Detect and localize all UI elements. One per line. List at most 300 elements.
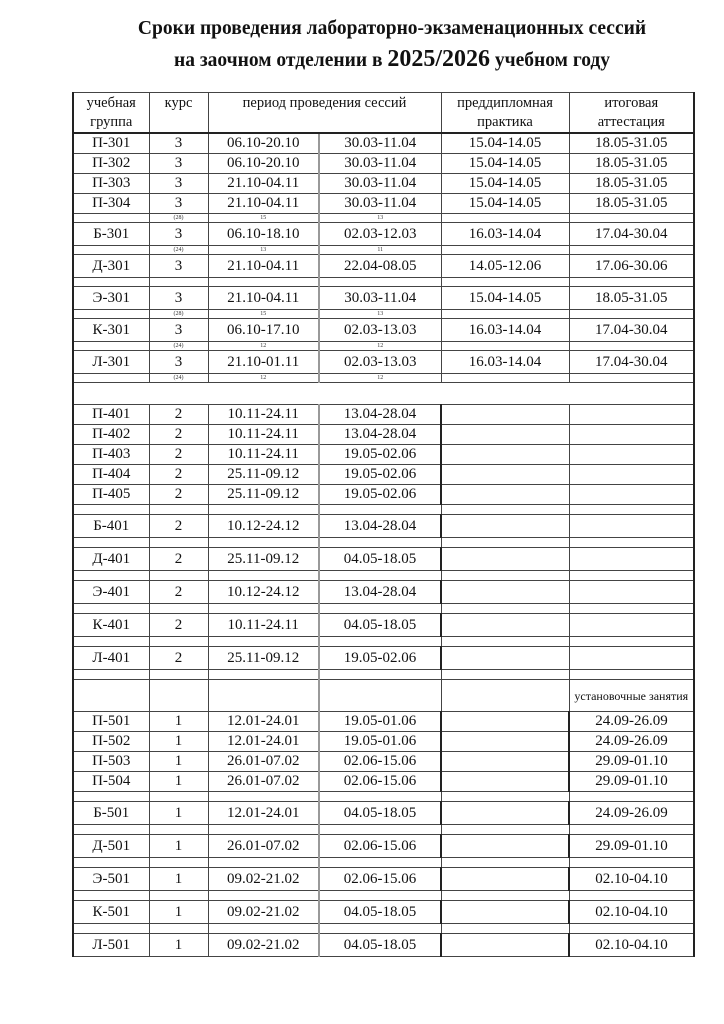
group-cell: П-404: [73, 465, 149, 485]
session2-cell: 13.04-28.04: [319, 515, 441, 538]
course-cell: 3: [149, 223, 208, 246]
session2-cell: 22.04-08.05: [319, 255, 441, 278]
course-cell: 1: [149, 732, 208, 752]
group-cell: П-501: [73, 712, 149, 732]
hours-note-session1: [208, 858, 319, 868]
header-practice: преддипломная практика: [441, 93, 569, 134]
course-cell: 3: [149, 154, 208, 174]
setup-cell: 24.09-26.09: [569, 802, 694, 825]
practice-cell: 15.04-14.05: [441, 133, 569, 154]
spacer-cell: [441, 310, 569, 319]
spacer-cell: [569, 924, 694, 934]
course-cell: 3: [149, 174, 208, 194]
table-row: [73, 485, 694, 505]
setup-cell: 24.09-26.09: [569, 712, 694, 732]
spacer-cell: [441, 891, 569, 901]
empty-cell: [208, 680, 319, 712]
table-row: [73, 319, 694, 342]
hours-note-session1: [208, 278, 319, 287]
academic-year: 2025/2026: [387, 46, 491, 72]
group-cell: К-301: [73, 319, 149, 342]
hours-note-session1: [208, 825, 319, 835]
group-cell: Д-301: [73, 255, 149, 278]
spacer-row: [73, 858, 694, 868]
practice-cell: [441, 445, 569, 465]
attestation-cell: 18.05-31.05: [569, 174, 694, 194]
attestation-cell: 18.05-31.05: [569, 133, 694, 154]
hours-note-session2: 13: [319, 310, 441, 319]
practice-cell: [441, 772, 569, 792]
session2-cell: 19.05-01.06: [319, 732, 441, 752]
practice-cell: [441, 802, 569, 825]
session1-cell: 21.10-01.11: [208, 351, 319, 374]
hours-note-course: (24): [149, 374, 208, 383]
hours-note-session1: 12: [208, 374, 319, 383]
attestation-cell: [569, 614, 694, 637]
course-cell: 2: [149, 515, 208, 538]
table-row: [73, 548, 694, 571]
practice-cell: [441, 581, 569, 604]
table-row: [73, 835, 694, 858]
session1-cell: 12.01-24.01: [208, 802, 319, 825]
hours-note-course: (28): [149, 214, 208, 223]
setup-cell: 29.09-01.10: [569, 835, 694, 858]
session2-cell: 30.03-11.04: [319, 133, 441, 154]
session1-cell: 26.01-07.02: [208, 772, 319, 792]
table-row: [73, 934, 694, 957]
attestation-cell: [569, 405, 694, 425]
hours-note-course: [149, 891, 208, 901]
table-row: [73, 194, 694, 214]
spacer-cell: [73, 374, 149, 383]
session2-cell: 30.03-11.04: [319, 154, 441, 174]
spacer-cell: [441, 214, 569, 223]
spacer-cell: [73, 792, 149, 802]
hours-note-session1: 15: [208, 310, 319, 319]
session1-cell: 06.10-20.10: [208, 154, 319, 174]
practice-cell: [441, 425, 569, 445]
hours-note-session2: [319, 538, 441, 548]
hours-note-course: [149, 825, 208, 835]
spacer-cell: [441, 342, 569, 351]
session1-cell: 09.02-21.02: [208, 934, 319, 957]
group-cell: П-403: [73, 445, 149, 465]
table-row: [73, 515, 694, 538]
setup-cell: 24.09-26.09: [569, 732, 694, 752]
title-prefix: на заочном отделении в: [173, 50, 383, 71]
session2-cell: 13.04-28.04: [319, 581, 441, 604]
empty-cell: [73, 680, 149, 712]
practice-cell: [441, 934, 569, 957]
course-cell: 3: [149, 194, 208, 214]
hours-note-session1: [208, 924, 319, 934]
attestation-cell: 18.05-31.05: [569, 154, 694, 174]
session1-cell: 25.11-09.12: [208, 548, 319, 571]
spacer-row: [73, 792, 694, 802]
session1-cell: 26.01-07.02: [208, 835, 319, 858]
course-cell: 3: [149, 287, 208, 310]
empty-cell: [441, 680, 569, 712]
attestation-cell: [569, 465, 694, 485]
setup-cell: 02.10-04.10: [569, 901, 694, 924]
hours-note-session2: 13: [319, 214, 441, 223]
spacer-cell: [73, 214, 149, 223]
table-row: [73, 581, 694, 604]
group-cell: Л-501: [73, 934, 149, 957]
attestation-cell: [569, 485, 694, 505]
hours-note-session1: [208, 670, 319, 680]
hours-note-session1: 15: [208, 214, 319, 223]
practice-cell: [441, 732, 569, 752]
spacer-row: [73, 342, 694, 351]
group-cell: П-502: [73, 732, 149, 752]
practice-cell: 16.03-14.04: [441, 223, 569, 246]
setup-cell: 29.09-01.10: [569, 752, 694, 772]
session1-cell: 25.11-09.12: [208, 485, 319, 505]
course-cell: 2: [149, 465, 208, 485]
empty-cell: [319, 680, 441, 712]
attestation-cell: 18.05-31.05: [569, 194, 694, 214]
table-row: [73, 174, 694, 194]
spacer-row: [73, 278, 694, 287]
course-cell: 1: [149, 901, 208, 924]
spacer-cell: [73, 604, 149, 614]
spacer-row: [73, 891, 694, 901]
spacer-cell: [569, 825, 694, 835]
hours-note-session2: [319, 858, 441, 868]
spacer-cell: [73, 246, 149, 255]
course-cell: 1: [149, 752, 208, 772]
hours-note-course: [149, 505, 208, 515]
hours-note-session2: [319, 792, 441, 802]
group-cell: Э-401: [73, 581, 149, 604]
session1-cell: 10.11-24.11: [208, 425, 319, 445]
spacer-cell: [441, 278, 569, 287]
hours-note-session2: 12: [319, 342, 441, 351]
hours-note-course: [149, 604, 208, 614]
spacer-row: [73, 571, 694, 581]
course-cell: 2: [149, 485, 208, 505]
hours-note-course: [149, 670, 208, 680]
practice-cell: [441, 647, 569, 670]
session1-cell: 26.01-07.02: [208, 752, 319, 772]
spacer-row: [73, 637, 694, 647]
table-row: [73, 154, 694, 174]
hours-note-session1: [208, 571, 319, 581]
course-cell: 2: [149, 548, 208, 571]
practice-cell: [441, 835, 569, 858]
course-cell: 1: [149, 712, 208, 732]
course-cell: 2: [149, 647, 208, 670]
session2-cell: 02.06-15.06: [319, 868, 441, 891]
spacer-cell: [441, 924, 569, 934]
group-cell: Д-401: [73, 548, 149, 571]
hours-note-course: [149, 637, 208, 647]
attestation-cell: 17.04-30.04: [569, 351, 694, 374]
course-cell: 3: [149, 133, 208, 154]
spacer-cell: [73, 858, 149, 868]
hours-note-course: [149, 538, 208, 548]
group-cell: П-504: [73, 772, 149, 792]
hours-note-session2: [319, 505, 441, 515]
table-row: [73, 255, 694, 278]
session2-cell: 30.03-11.04: [319, 174, 441, 194]
table-row: [73, 465, 694, 485]
attestation-cell: [569, 548, 694, 571]
course-cell: 2: [149, 581, 208, 604]
hours-note-course: (24): [149, 342, 208, 351]
spacer-cell: [441, 670, 569, 680]
spacer-cell: [569, 891, 694, 901]
session1-cell: 21.10-04.11: [208, 255, 319, 278]
hours-note-session2: [319, 278, 441, 287]
hours-note-course: [149, 924, 208, 934]
setup-cell: 29.09-01.10: [569, 772, 694, 792]
header-course: курс: [149, 93, 208, 134]
group-cell: П-402: [73, 425, 149, 445]
hours-note-session1: [208, 792, 319, 802]
course-cell: 1: [149, 835, 208, 858]
table-row: [73, 772, 694, 792]
session2-cell: 02.03-12.03: [319, 223, 441, 246]
hours-note-session2: 12: [319, 374, 441, 383]
practice-cell: 16.03-14.04: [441, 319, 569, 342]
session2-cell: 02.06-15.06: [319, 835, 441, 858]
session2-cell: 19.05-02.06: [319, 465, 441, 485]
spacer-row: [73, 924, 694, 934]
practice-cell: 14.05-12.06: [441, 255, 569, 278]
course-cell: 2: [149, 405, 208, 425]
session2-cell: 19.05-01.06: [319, 712, 441, 732]
header-setup: установочные занятия: [569, 680, 694, 712]
spacer-cell: [73, 924, 149, 934]
spacer-cell: [569, 670, 694, 680]
group-cell: П-302: [73, 154, 149, 174]
course-cell: 2: [149, 614, 208, 637]
spacer-cell: [73, 538, 149, 548]
spacer-row: [73, 310, 694, 319]
session1-cell: 21.10-04.11: [208, 174, 319, 194]
course-cell: 3: [149, 255, 208, 278]
hours-note-session2: [319, 571, 441, 581]
hours-note-session2: [319, 891, 441, 901]
spacer-cell: [441, 637, 569, 647]
table-row: [73, 223, 694, 246]
session2-cell: 02.03-13.03: [319, 351, 441, 374]
hours-note-session1: [208, 637, 319, 647]
practice-cell: [441, 901, 569, 924]
session1-cell: 10.12-24.12: [208, 581, 319, 604]
table-row: [73, 405, 694, 425]
table-row: [73, 647, 694, 670]
hours-note-session2: [319, 825, 441, 835]
session2-cell: 04.05-18.05: [319, 614, 441, 637]
spacer-cell: [73, 670, 149, 680]
hours-note-session1: 12: [208, 342, 319, 351]
spacer-cell: [569, 246, 694, 255]
group-cell: Э-501: [73, 868, 149, 891]
spacer-cell: [73, 637, 149, 647]
session2-cell: 04.05-18.05: [319, 934, 441, 957]
header-group: учебная группа: [73, 93, 149, 134]
practice-cell: [441, 515, 569, 538]
spacer-cell: [441, 571, 569, 581]
spacer-cell: [441, 858, 569, 868]
session2-cell: 02.03-13.03: [319, 319, 441, 342]
session1-cell: 09.02-21.02: [208, 901, 319, 924]
hours-note-course: [149, 571, 208, 581]
spacer-row: [73, 505, 694, 515]
spacer-cell: [569, 792, 694, 802]
attestation-cell: [569, 647, 694, 670]
practice-cell: [441, 614, 569, 637]
spacer-cell: [569, 637, 694, 647]
attestation-cell: 17.06-30.06: [569, 255, 694, 278]
setup-cell: 02.10-04.10: [569, 934, 694, 957]
group-cell: П-304: [73, 194, 149, 214]
spacer-row: [73, 825, 694, 835]
session2-cell: 02.06-15.06: [319, 752, 441, 772]
practice-cell: [441, 485, 569, 505]
attestation-cell: [569, 515, 694, 538]
practice-cell: [441, 752, 569, 772]
attestation-cell: 17.04-30.04: [569, 223, 694, 246]
document-title-line2: [30, 46, 724, 73]
spacer-cell: [441, 538, 569, 548]
spacer-cell: [569, 538, 694, 548]
table-row: [73, 732, 694, 752]
setup-cell: 02.10-04.10: [569, 868, 694, 891]
session1-cell: 06.10-20.10: [208, 133, 319, 154]
session2-cell: 19.05-02.06: [319, 485, 441, 505]
session1-cell: 21.10-04.11: [208, 287, 319, 310]
gap-cell: [73, 383, 694, 405]
session2-cell: 13.04-28.04: [319, 425, 441, 445]
group-cell: Б-401: [73, 515, 149, 538]
hours-note-course: (24): [149, 246, 208, 255]
spacer-cell: [569, 604, 694, 614]
course-cell: 1: [149, 934, 208, 957]
spacer-cell: [73, 571, 149, 581]
session2-cell: 30.03-11.04: [319, 287, 441, 310]
session1-cell: 06.10-17.10: [208, 319, 319, 342]
course-cell: 1: [149, 772, 208, 792]
spacer-row: [73, 604, 694, 614]
header-sessions: период проведения сессий: [208, 93, 441, 134]
header-attestation: итоговая аттестация: [569, 93, 694, 134]
spacer-cell: [569, 505, 694, 515]
session1-cell: 10.12-24.12: [208, 515, 319, 538]
table-row: [73, 901, 694, 924]
spacer-cell: [569, 342, 694, 351]
group-cell: Б-301: [73, 223, 149, 246]
hours-note-session2: [319, 637, 441, 647]
subheader-row: [73, 680, 694, 712]
spacer-cell: [569, 571, 694, 581]
session2-cell: 19.05-02.06: [319, 445, 441, 465]
spacer-cell: [73, 505, 149, 515]
practice-cell: 15.04-14.05: [441, 194, 569, 214]
session2-cell: 13.04-28.04: [319, 405, 441, 425]
spacer-row: [73, 214, 694, 223]
course-cell: 3: [149, 351, 208, 374]
group-cell: П-301: [73, 133, 149, 154]
practice-cell: 16.03-14.04: [441, 351, 569, 374]
table-row: [73, 752, 694, 772]
session2-cell: 30.03-11.04: [319, 194, 441, 214]
title-suffix: учебном году: [494, 50, 611, 71]
spacer-cell: [569, 278, 694, 287]
group-cell: К-501: [73, 901, 149, 924]
group-cell: К-401: [73, 614, 149, 637]
session1-cell: 25.11-09.12: [208, 647, 319, 670]
table-row: [73, 712, 694, 732]
document-title-line1: Сроки проведения лабораторно-экзаменационных сессий: [137, 18, 647, 39]
hours-note-course: (28): [149, 310, 208, 319]
attestation-cell: [569, 445, 694, 465]
spacer-cell: [569, 858, 694, 868]
spacer-cell: [441, 825, 569, 835]
session1-cell: 10.11-24.11: [208, 614, 319, 637]
spacer-cell: [441, 374, 569, 383]
spacer-cell: [569, 374, 694, 383]
section-gap-row: [73, 383, 694, 405]
attestation-cell: [569, 425, 694, 445]
practice-cell: [441, 548, 569, 571]
group-cell: Б-501: [73, 802, 149, 825]
table-row: [73, 868, 694, 891]
group-cell: П-405: [73, 485, 149, 505]
attestation-cell: 18.05-31.05: [569, 287, 694, 310]
course-cell: 2: [149, 425, 208, 445]
group-cell: Э-301: [73, 287, 149, 310]
spacer-row: [73, 670, 694, 680]
group-cell: П-303: [73, 174, 149, 194]
spacer-row: [73, 374, 694, 383]
table-row: [73, 351, 694, 374]
table-header-row: [73, 93, 694, 134]
practice-cell: [441, 712, 569, 732]
session2-cell: 04.05-18.05: [319, 802, 441, 825]
spacer-cell: [73, 891, 149, 901]
hours-note-session2: [319, 670, 441, 680]
course-cell: 2: [149, 445, 208, 465]
course-cell: 1: [149, 868, 208, 891]
spacer-cell: [569, 214, 694, 223]
session2-cell: 04.05-18.05: [319, 548, 441, 571]
practice-cell: [441, 465, 569, 485]
hours-note-course: [149, 858, 208, 868]
table-row: [73, 614, 694, 637]
spacer-cell: [73, 342, 149, 351]
spacer-cell: [569, 310, 694, 319]
hours-note-session1: [208, 604, 319, 614]
course-cell: 3: [149, 319, 208, 342]
table-row: [73, 133, 694, 154]
practice-cell: [441, 868, 569, 891]
session1-cell: 10.11-24.11: [208, 445, 319, 465]
practice-cell: [441, 405, 569, 425]
empty-cell: [149, 680, 208, 712]
course-cell: 1: [149, 802, 208, 825]
session1-cell: 12.01-24.01: [208, 712, 319, 732]
session1-cell: 21.10-04.11: [208, 194, 319, 214]
hours-note-session1: [208, 538, 319, 548]
group-cell: П-401: [73, 405, 149, 425]
hours-note-session1: [208, 891, 319, 901]
session1-cell: 12.01-24.01: [208, 732, 319, 752]
session-schedule-table: [72, 92, 695, 957]
